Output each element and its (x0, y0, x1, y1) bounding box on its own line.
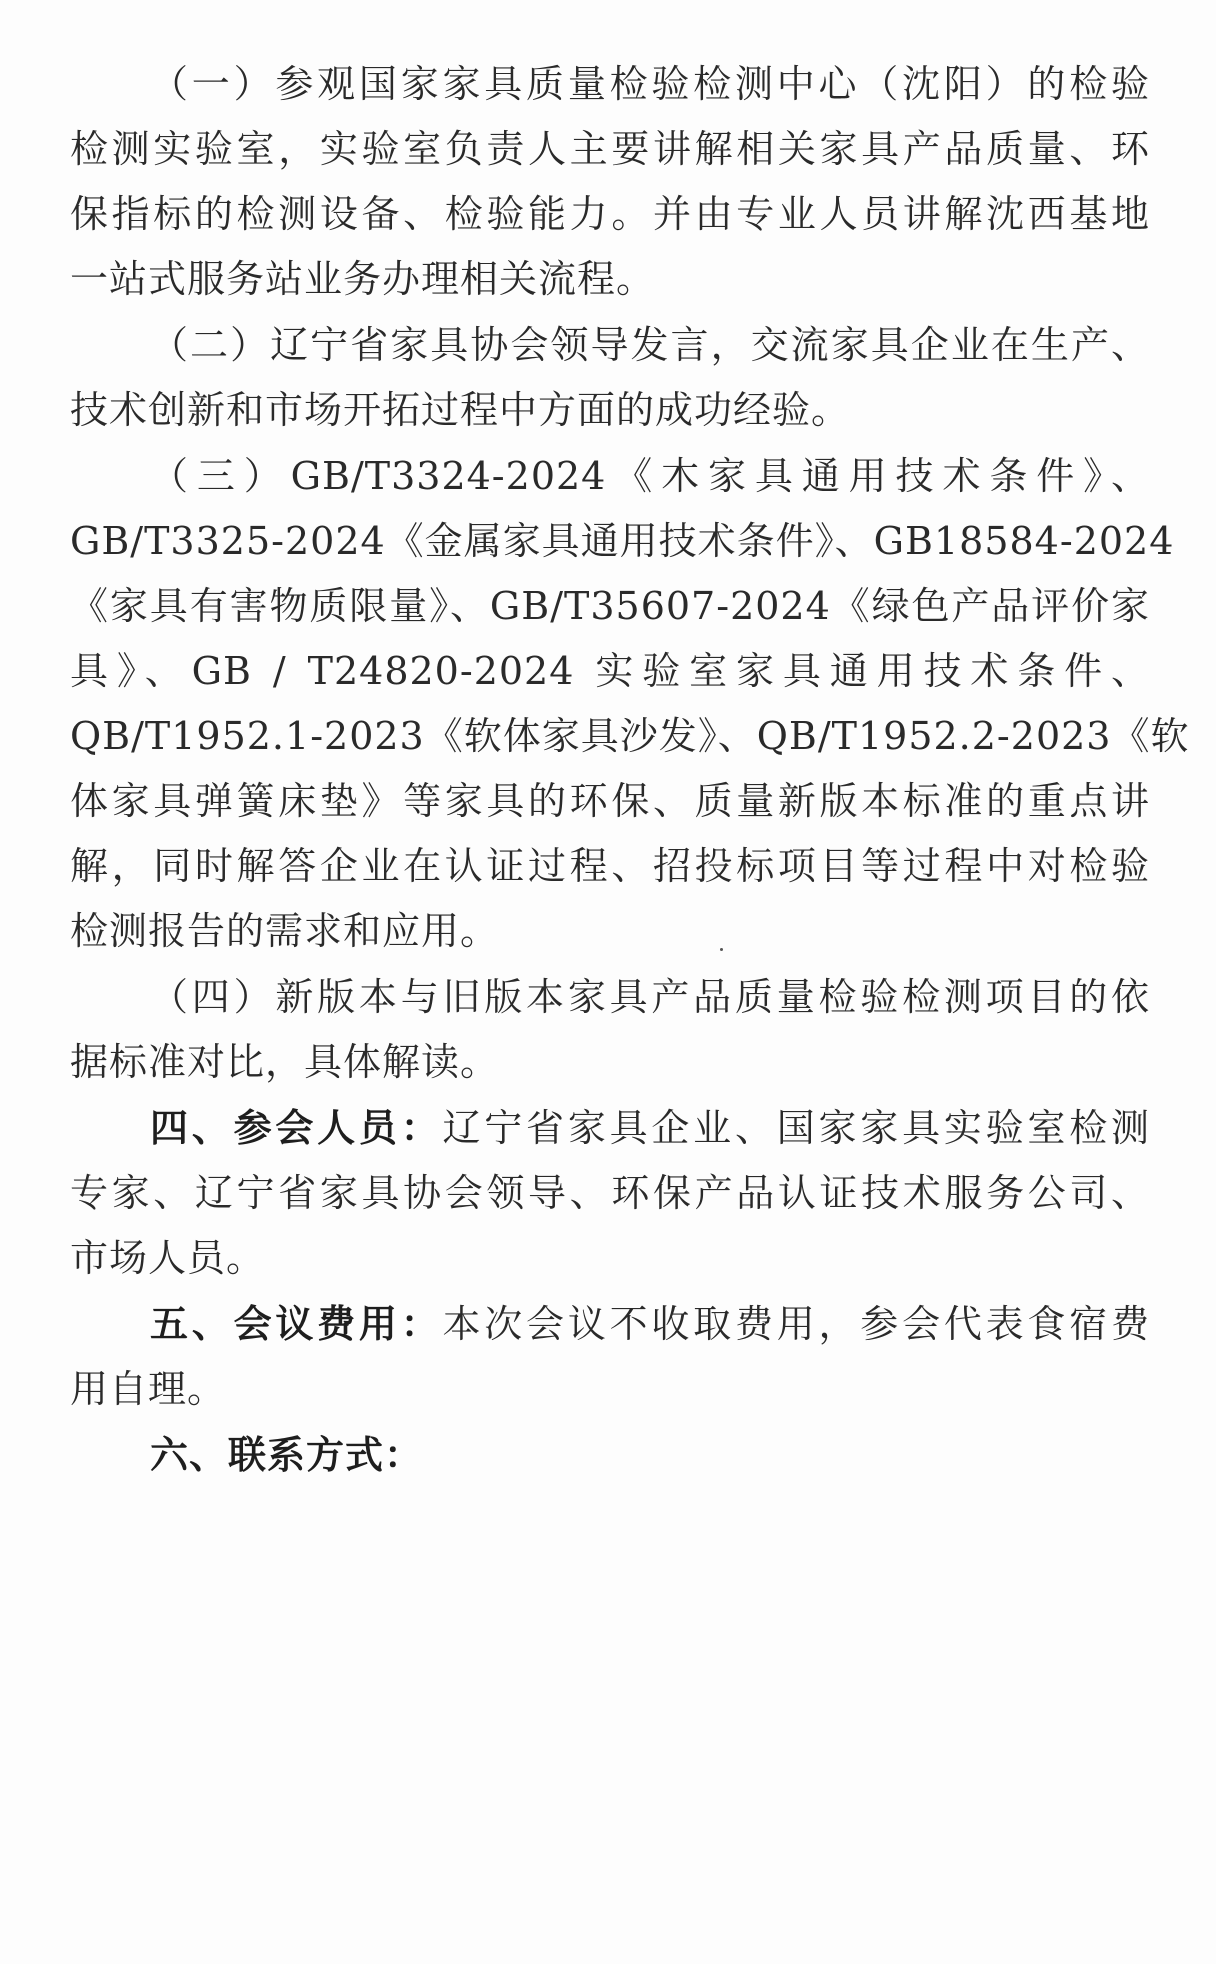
p3-line-6: 体家具弹簧床垫》等家具的环保、质量新版本标准的重点讲 (70, 779, 1150, 823)
p2-line-2: 技术创新和市场开拓过程中方面的成功经验。 (70, 388, 851, 432)
p3-line-5: QB/T1952.1-2023《软体家具沙发》、QB/T1952.2-2023《软 (70, 714, 1190, 758)
p3-line-2: GB/T3325-2024《金属家具通用技术条件》、GB18584-2024 (70, 519, 1175, 563)
p3-line-3: 《家具有害物质限量》、GB/T35607-2024《绿色产品评价家 (70, 584, 1150, 628)
attendees-text: 辽宁省家具企业、国家家具实验室检测 (442, 1106, 1150, 1150)
p1-line-2: 检测实验室，实验室负责人主要讲解相关家具产品质量、环 (70, 127, 1150, 171)
attendees-line-2: 专家、辽宁省家具协会领导、环保产品认证技术服务公司、 (70, 1171, 1150, 1215)
fees-line-1 (150, 1292, 1150, 1356)
p3-line-1: （三）GB/T3324-2024《木家具通用技术条件》、 (150, 454, 1150, 498)
p3-line-7: 解，同时解答企业在认证过程、招投标项目等过程中对检验 (70, 844, 1150, 888)
scan-speck (720, 948, 723, 951)
contact-line-1 (150, 1423, 423, 1487)
attendees-line-3: 市场人员。 (70, 1236, 266, 1280)
contact-heading: 六、联系方式： (150, 1433, 424, 1477)
fees-line-2: 用自理。 (70, 1367, 227, 1411)
p2-line-1: （二）辽宁省家具协会领导发言，交流家具企业在生产、 (150, 323, 1150, 367)
fees-text: 本次会议不收取费用，参会代表食宿费 (442, 1302, 1150, 1346)
p1-line-3: 保指标的检测设备、检验能力。并由专业人员讲解沈西基地 (70, 192, 1150, 236)
p1-line-1: （一）参观国家家具质量检验检测中心（沈阳）的检验 (150, 62, 1150, 106)
p3-line-8: 检测报告的需求和应用。 (70, 909, 500, 953)
p4-line-1: （四）新版本与旧版本家具产品质量检验检测项目的依 (150, 975, 1150, 1019)
p1-line-4: 一站式服务站业务办理相关流程。 (70, 257, 656, 301)
fees-heading: 五、会议费用： (150, 1302, 443, 1346)
attendees-line-1 (150, 1096, 1150, 1160)
p3-line-4: 具》、GB / T24820-2024 实验室家具通用技术条件、 (70, 649, 1150, 693)
attendees-heading: 四、参会人员： (150, 1106, 443, 1150)
p4-line-2: 据标准对比，具体解读。 (70, 1040, 500, 1084)
